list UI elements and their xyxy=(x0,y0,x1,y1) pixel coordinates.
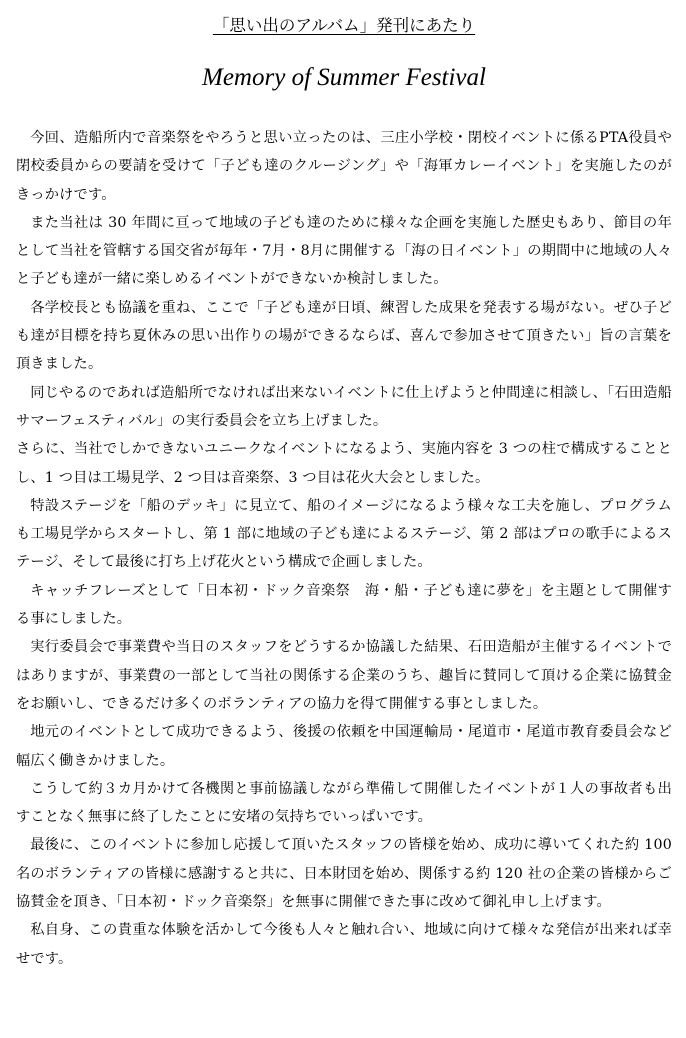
body-paragraph: 最後に、このイベントに参加し応援して頂いたスタッフの皆様を始め、成功に導いてくれた約 100 名のボランティアの皆様に感謝すると共に、日本財団を始め、関係する約 120 社の企業の皆様からご協賛金を頂き、「日本初・ドック音楽祭」を無事に開催できた事に改めて御礼申し上げます。 xyxy=(16,837,672,911)
body-paragraph: 実行委員会で事業費や当日のスタッフをどうするか協議した結果、石田造船が主催するイベントではありますが、事業費の一部として当社の関係する企業のうち、趣旨に賛同して頂ける企業に協賛金をお願いし、できるだけ多くのボランティアの協力を得て開催する事としました。 xyxy=(16,639,672,712)
body-paragraph: 私自身、この貴重な体験を活かして今後も人々と触れ合い、地域に向けて様々な発信が出来れば幸せです。 xyxy=(16,922,672,967)
body-paragraph: また当社は 30 年間に亘って地域の子ども達のために様々な企画を実施した歴史もあり、節目の年として当社を管轄する国交省が毎年・7月・8月に開催する「海の日イベント」の期間中に地域の人々と子ども達が一緒に楽しめるイベントができないか検討しました。 xyxy=(16,214,672,288)
body-paragraph: さらに、当社でしかできないユニークなイベントになるよう、実施内容を 3 つの柱で構成することとし、1 つ目は工場見学、2 つ目は音楽祭、3 つ目は花火大会としました。 xyxy=(16,441,672,486)
body-paragraph: 特設ステージを「船のデッキ」に見立て、船のイメージになるよう様々な工夫を施し、プログラムも工場見学からスタートし、第 1 部に地域の子ども達によるステージ、第 2 部はプロの歌手によるステージ、そして最後に打ち上げ花火という構成で企画しました。 xyxy=(16,497,672,571)
document-body xyxy=(16,124,672,973)
document-subtitle: Memory of Summer Festival xyxy=(202,64,486,91)
body-paragraph: キャッチフレーズとして「日本初・ドック音楽祭 海・船・子ども達に夢を」を主題として開催する事にしました。 xyxy=(16,582,672,628)
body-paragraph: 地元のイベントとして成功できるよう、後援の依頼を中国運輸局・尾道市・尾道市教育委員会など幅広く働きかけました。 xyxy=(16,724,672,769)
body-paragraph: 同じやるのであれば造船所でなければ出来ないイベントに仕上げようと仲間達に相談し、「石田造船サマーフェスティバル」の実行委員会を立ち上げました。 xyxy=(16,384,672,429)
body-paragraph: 各学校長とも協議を重ね、ここで「子ども達が日頃、練習した成果を発表する場がない。ぜひ子ども達が目標を持ち夏休みの思い出作りの場ができるならば、喜んで参加させて頂きたい」旨の言葉を頂きました。 xyxy=(16,299,672,373)
body-paragraph: 今回、造船所内で音楽祭をやろうと思い立ったのは、三庄小学校・閉校イベントに係るPTA役員や閉校委員からの要請を受けて「子ども達のクルージング」や「海軍カレーイベント」を実施したのがきっかけです。 xyxy=(16,130,672,203)
body-paragraph: こうして約３カ月かけて各機関と事前協議しながら準備して開催したイベントが１人の事故者も出すことなく無事に終了したことに安堵の気持ちでいっぱいです。 xyxy=(16,780,672,826)
document-title-text: 「思い出のアルバム」発刊にあたり xyxy=(212,16,476,35)
document-title xyxy=(16,0,672,38)
